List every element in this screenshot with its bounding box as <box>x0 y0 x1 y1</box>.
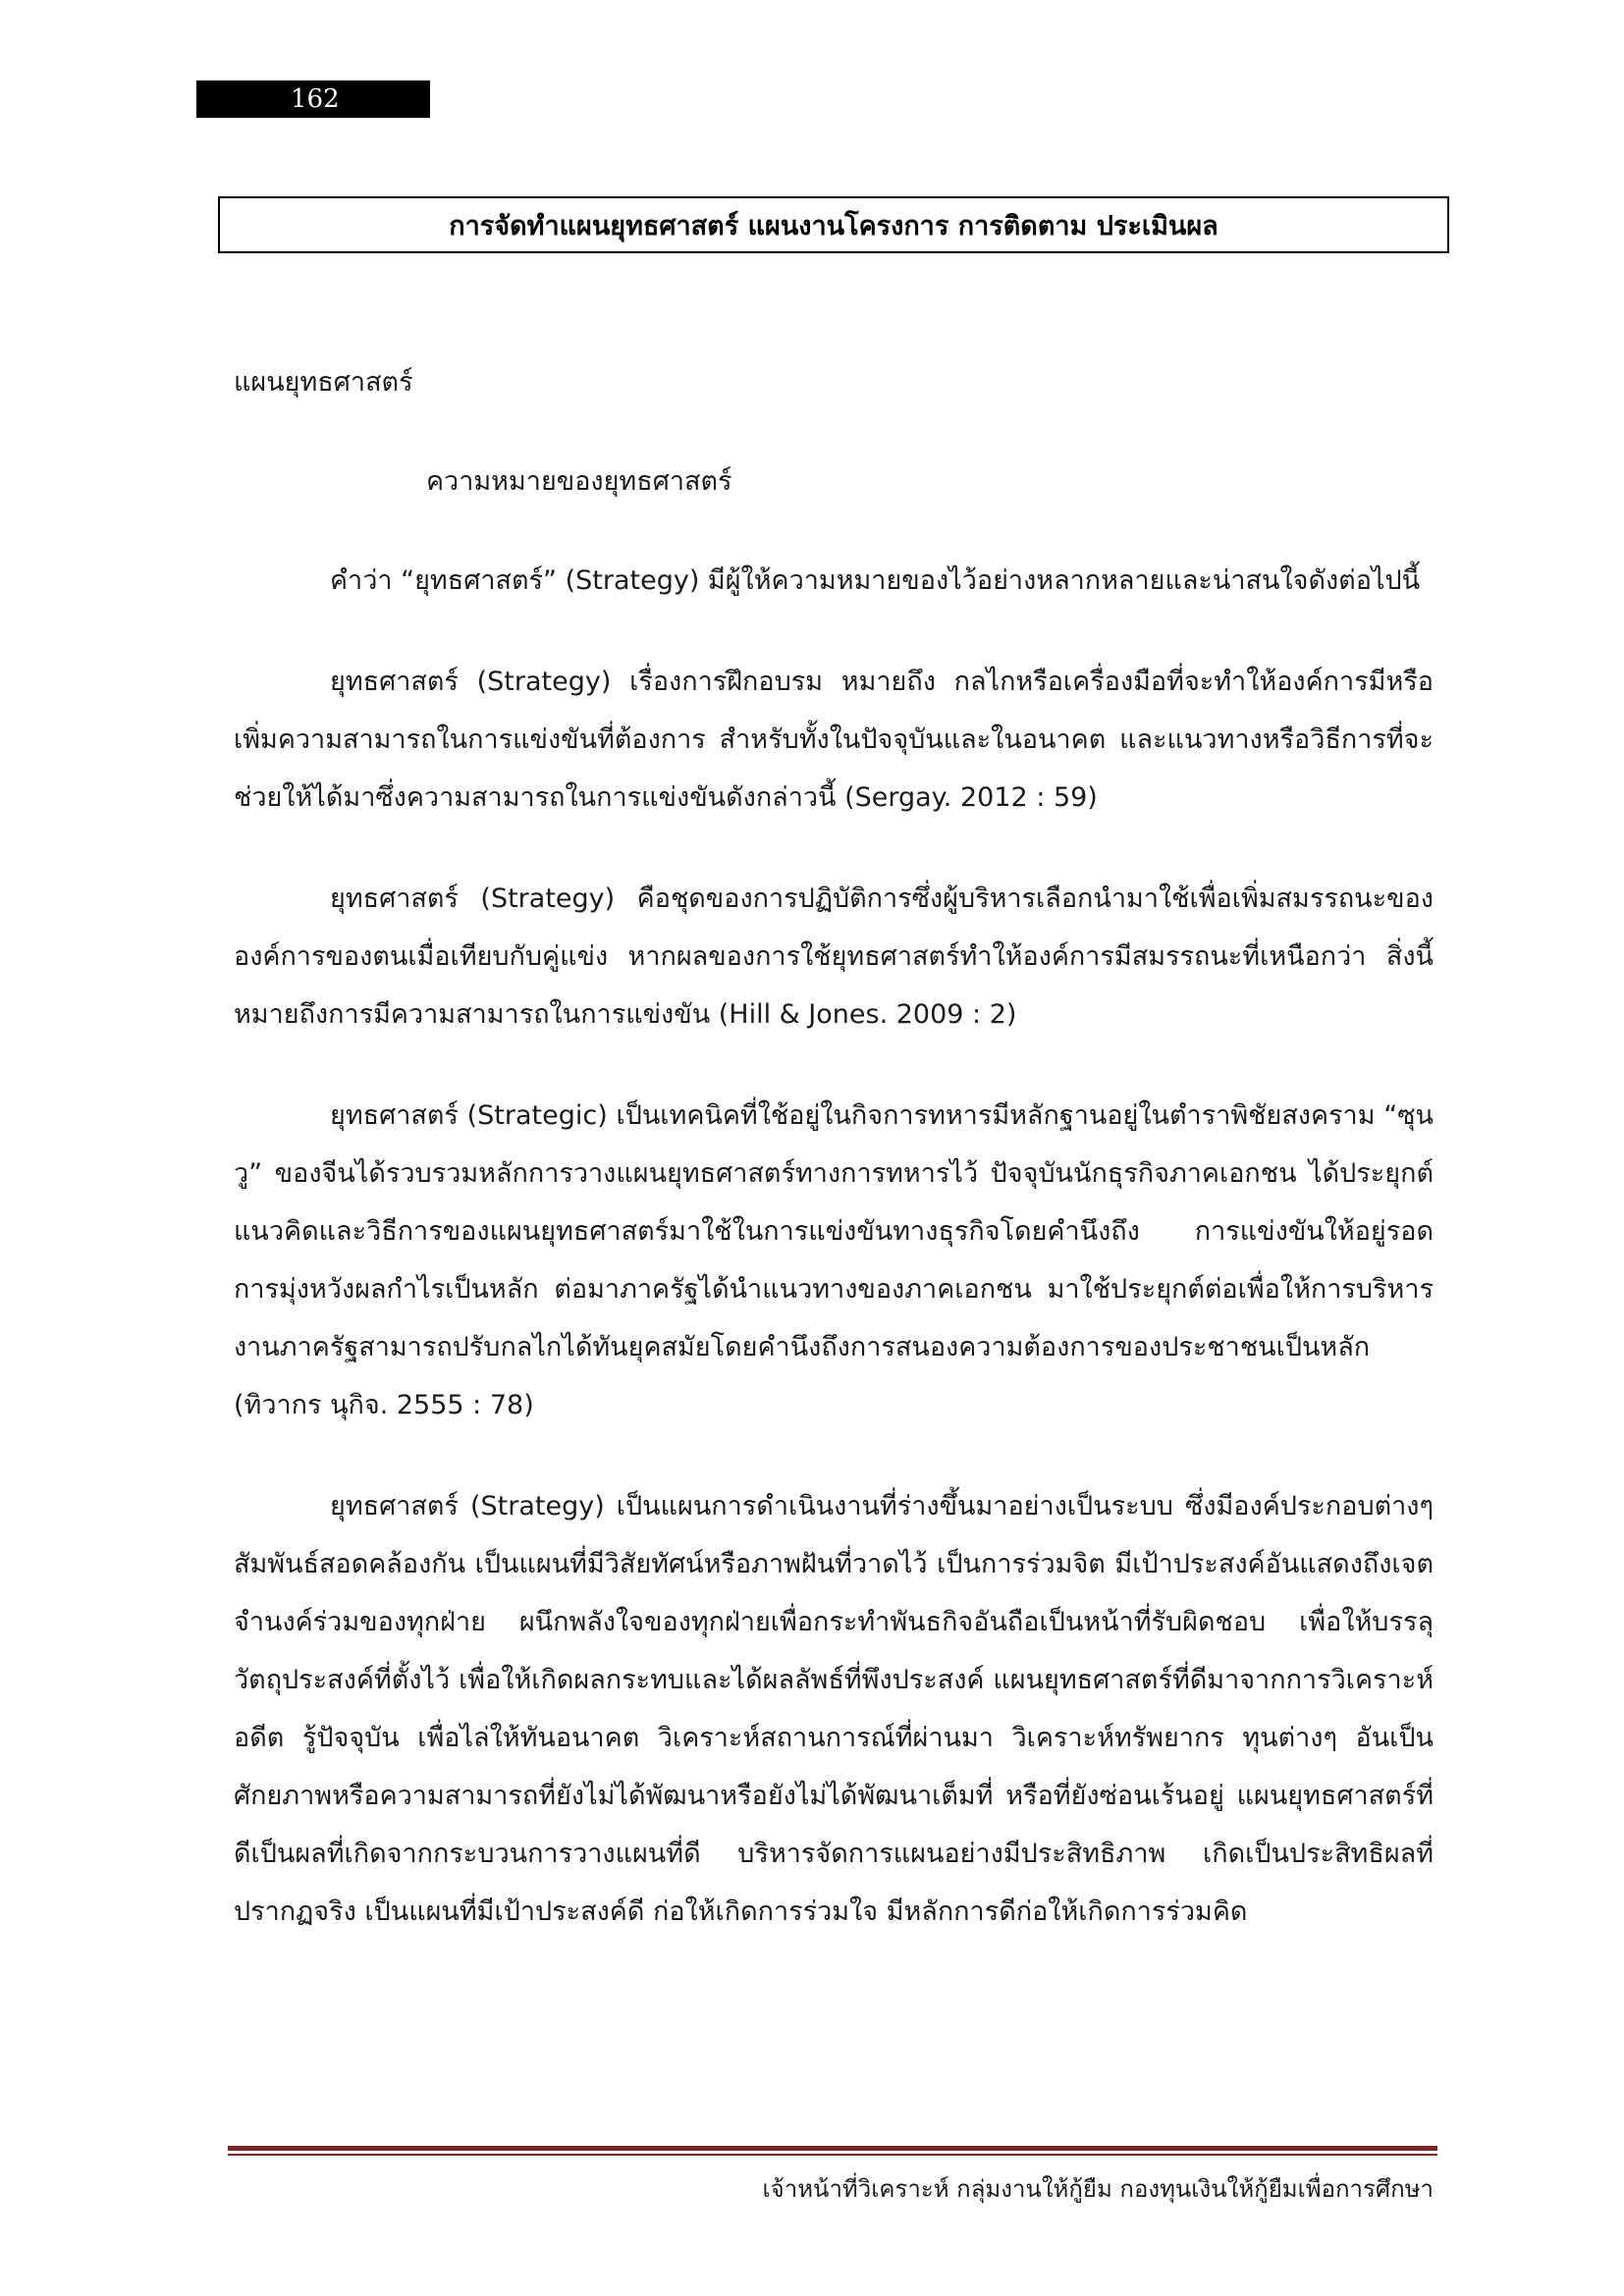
paragraph-definition-1: ยุทธศาสตร์ (Strategy) เรื่องการฝึกอบรม หมายถึง กลไกหรือเครื่องมือที่จะทำให้องค์การมีหรือเพิ่มความสามารถในการแข่งขันที่ต้องการ สำหรับทั้งในปัจจุบันและในอนาคต และแนวทางหรือวิธีการที่จะช่วยให้ได้มาซึ่งความสามารถในการแข่งขันดังกล่าวนี้ (Sergay. 2012 : 59) <box>234 667 1434 813</box>
footer-text: เจ้าหน้าที่วิเคราะห์ กลุ่มงานให้กู้ยืม กองทุนเงินให้กู้ยืมเพื่อการศึกษา <box>762 2175 1434 2203</box>
page-title-text: การจัดทำแผนยุทธศาสตร์ แผนงานโครงการ การติดตาม ประเมินผล <box>449 210 1218 241</box>
page-number: 162 <box>196 80 430 118</box>
section-heading: แผนยุทธศาสตร์ <box>234 367 413 398</box>
paragraph-definition-2: ยุทธศาสตร์ (Strategy) คือชุดของการปฏิบัติการซึ่งผู้บริหารเลือกนำมาใช้เพื่อเพิ่มสมรรถนะขององค์การของตนเมื่อเทียบกับคู่แข่ง หากผลของการใช้ยุทธศาสตร์ทำให้องค์การมีสมรรถนะที่เหนือกว่า สิ่งนี้หมายถึงการมีความสามารถในการแข่งขัน (Hill & Jones. 2009 : 2) <box>234 883 1434 1030</box>
footer-divider <box>228 2146 1437 2156</box>
paragraph-definition-3: ยุทธศาสตร์ (Strategic) เป็นเทคนิคที่ใช้อยู่ในกิจการทหารมีหลักฐานอยู่ในตำราพิชัยสงคราม “ซุนวู” ของจีนได้รวบรวมหลักการวางแผนยุทธศาสตร์ทางการทหารไว้ ปัจจุบันนักธุรกิจภาคเอกชน ได้ประยุกต์แนวคิดและวิธีการของแผนยุทธศาสตร์มาใช้ในการแข่งขันทางธุรกิจโดยคำนึงถึง การแข่งขันให้อยู่รอด การมุ่งหวังผลกำไรเป็นหลัก ต่อมาภาครัฐได้นำแนวทางของภาคเอกชน มาใช้ประยุกต์ต่อเพื่อให้การบริหารงานภาครัฐสามารถปรับกลไกได้ทันยุคสมัยโดยคำนึงถึงการสนองความต้องการของประชาชนเป็นหลัก (ทิวากร นุกิจ. 2555 : 78) <box>234 1100 1434 1420</box>
page-title <box>218 196 1449 253</box>
paragraph-definition-4: ยุทธศาสตร์ (Strategy) เป็นแผนการดำเนินงานที่ร่างขึ้นมาอย่างเป็นระบบ ซึ่งมีองค์ประกอบต่างๆ สัมพันธ์สอดคล้องกัน เป็นแผนที่มีวิสัยทัศน์หรือภาพฝันที่วาดไว้ เป็นการร่วมจิต มีเป้าประสงค์อันแสดงถึงเจตจำนงค์ร่วมของทุกฝ่าย ผนึกพลังใจของทุกฝ่ายเพื่อกระทำพันธกิจอันถือเป็นหน้าที่รับผิดชอบ เพื่อให้บรรลุวัตถุประสงค์ที่ตั้งไว้ เพื่อให้เกิดผลกระทบและได้ผลลัพธ์ที่พึงประสงค์ แผนยุทธศาสตร์ที่ดีมาจากการวิเคราะห์อดีต รู้ปัจจุบัน เพื่อไล่ให้ทันอนาคต วิเคราะห์สถานการณ์ที่ผ่านมา วิเคราะห์ทรัพยากร ทุนต่างๆ อันเป็นศักยภาพหรือความสามารถที่ยังไม่ได้พัฒนาหรือยังไม่ได้พัฒนาเต็มที่ หรือที่ยังซ่อนเร้นอยู่ แผนยุทธศาสตร์ที่ดีเป็นผลที่เกิดจากกระบวนการวางแผนที่ดี บริหารจัดการแผนอย่างมีประสิทธิภาพ เกิดเป็นประสิทธิผลที่ปรากฏจริง เป็นแผนที่มีเป้าประสงค์ดี ก่อให้เกิดการร่วมใจ มีหลักการดีก่อให้เกิดการร่วมคิด <box>234 1491 1434 1927</box>
paragraph-intro: คำว่า “ยุทธศาสตร์” (Strategy) มีผู้ให้ความหมายของไว้อย่างหลากหลายและน่าสนใจดังต่อไปนี้ <box>330 565 1421 596</box>
sub-heading: ความหมายของยุทธศาสตร์ <box>426 466 732 497</box>
document-body <box>234 353 1434 1984</box>
